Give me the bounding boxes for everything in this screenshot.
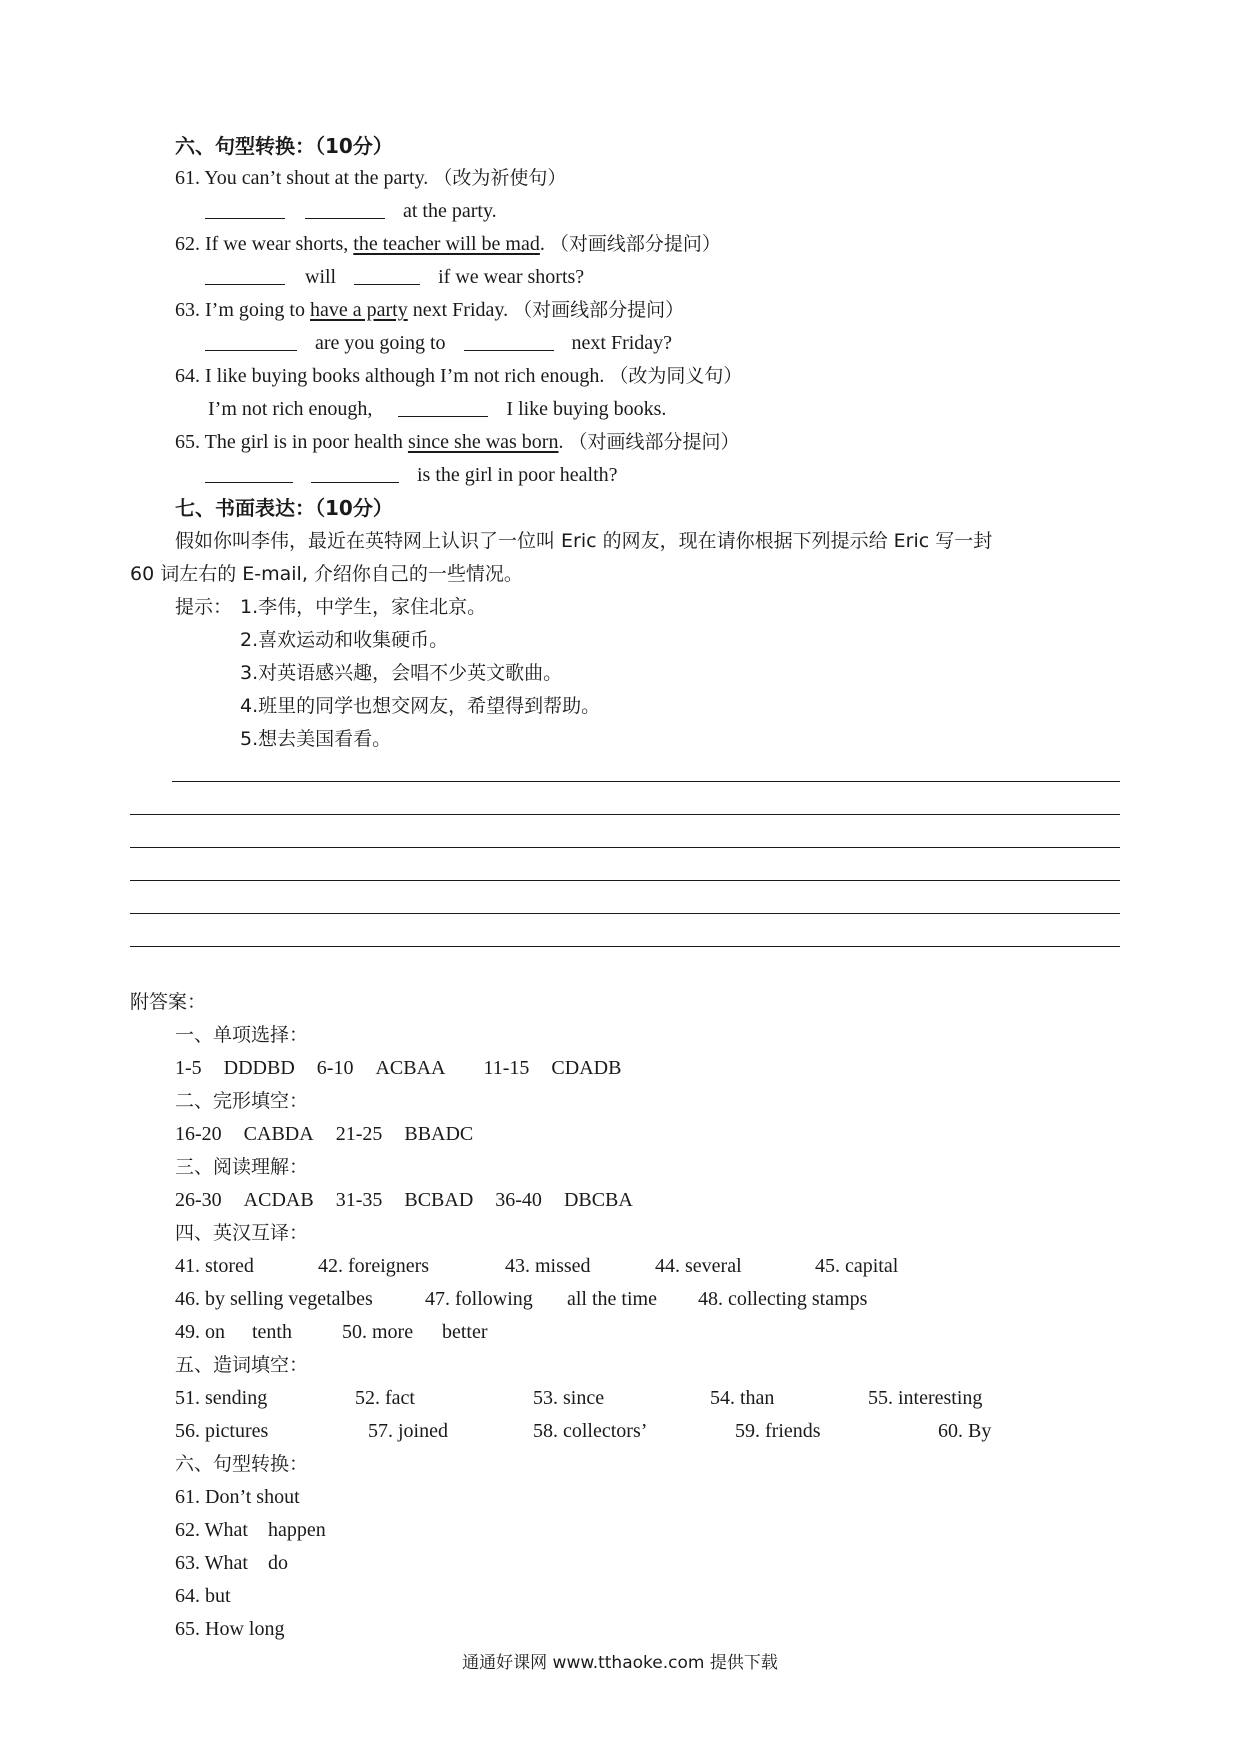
q62-answer-line (205, 264, 584, 290)
answer-item: 57. joined (368, 1420, 448, 1442)
answers-s6-title: 六、句型转换： (175, 1453, 309, 1475)
q61-tail: at the party. (403, 200, 497, 222)
answer-item: 42. foreigners (318, 1255, 430, 1277)
q61-text: 61. You can’t shout at the party. (175, 167, 429, 189)
answers-s1-title: 一、单项选择： (175, 1024, 309, 1046)
answer-range: 11-15 (483, 1057, 530, 1079)
hint-3: 3.对英语感兴趣，会唱不少英文歌曲。 (240, 662, 563, 684)
answer-item: 51. sending (175, 1387, 268, 1409)
answers-s4-title: 四、英汉互译： (175, 1222, 309, 1244)
question-65 (175, 429, 739, 455)
q64-blank-1[interactable] (398, 396, 488, 417)
answer-item: 55. interesting (868, 1387, 983, 1409)
q62-blank-1[interactable] (205, 264, 285, 285)
answer-item: 50. more (342, 1321, 414, 1343)
answer-range: 36-40 (495, 1189, 542, 1211)
answer-item: 46. by selling vegetalbes (175, 1288, 373, 1310)
answer-range: 31-35 (335, 1189, 383, 1211)
answer-range: 1-5 (175, 1057, 202, 1079)
q61-blank-1[interactable] (205, 198, 285, 219)
answer-item: better (442, 1321, 488, 1343)
q63-note: （对画线部分提问） (513, 299, 685, 321)
answer-letters: BCBAD (404, 1189, 474, 1211)
question-64 (175, 363, 742, 389)
answer-item: tenth (252, 1321, 292, 1343)
answer-item: 48. collecting stamps (698, 1288, 868, 1310)
answer-item: 54. than (710, 1387, 775, 1409)
q63-underlined: have a party (310, 299, 408, 321)
answer-range: 6-10 (316, 1057, 354, 1079)
q64-pre: I’m not rich enough, (208, 398, 373, 420)
answer-item: 64. but (175, 1585, 231, 1607)
q63-pre: 63. I’m going to (175, 299, 305, 321)
answer-item (175, 1517, 326, 1543)
writing-line[interactable] (130, 913, 1120, 914)
q65-underlined: since she was born (407, 431, 559, 453)
answer-item (175, 1550, 288, 1576)
q61-blank-2[interactable] (305, 198, 385, 219)
answer-word: happen (267, 1519, 326, 1541)
q63-tail: next Friday? (571, 332, 673, 354)
answer-item: 45. capital (815, 1255, 899, 1277)
answer-letters: CABDA (243, 1123, 314, 1145)
answers-s5-title: 五、造词填空： (175, 1354, 309, 1376)
answer-word: do (267, 1552, 288, 1574)
answer-item: 58. collectors’ (533, 1420, 648, 1442)
answer-item: 60. By (938, 1420, 992, 1442)
answer-item: 59. friends (735, 1420, 821, 1442)
answer-letters: ACDAB (243, 1189, 314, 1211)
writing-line[interactable] (130, 880, 1120, 881)
answer-letters: DDDBD (223, 1057, 295, 1079)
q63-answer-line (205, 330, 672, 356)
answer-letters: BBADC (404, 1123, 474, 1145)
q62-mid: will (305, 266, 337, 288)
q61-answer-line (205, 198, 497, 224)
question-61 (175, 165, 566, 191)
answer-item: 47. following (425, 1288, 533, 1310)
q64-text: 64. I like buying books although I’m not rich enough. (175, 365, 605, 387)
page-footer: 通通好课网 www.tthaoke.com 提供下载 (462, 1653, 778, 1673)
answer-item: 41. stored (175, 1255, 254, 1277)
q65-note: （对画线部分提问） (568, 431, 740, 453)
answer-letters: CDADB (551, 1057, 622, 1079)
q64-tail: I like buying books. (506, 398, 667, 420)
answer-letters: ACBAA (375, 1057, 446, 1079)
answer-item: 56. pictures (175, 1420, 269, 1442)
q65-pre: 65. The girl is in poor health (175, 431, 403, 453)
answer-range: 26-30 (175, 1189, 222, 1211)
q63-post: next Friday. (412, 299, 509, 321)
answer-item: 49. on (175, 1321, 225, 1343)
answers-s1-row (175, 1055, 621, 1081)
answer-range: 16-20 (175, 1123, 222, 1145)
q65-answer-line (205, 462, 618, 488)
answer-item: 52. fact (355, 1387, 415, 1409)
hint-5: 5.想去美国看看。 (240, 728, 392, 750)
writing-line[interactable] (130, 847, 1120, 848)
answer-item: 43. missed (505, 1255, 591, 1277)
q65-blank-1[interactable] (205, 462, 293, 483)
hint-4: 4.班里的同学也想交网友，希望得到帮助。 (240, 695, 601, 717)
answer-item: 44. several (655, 1255, 742, 1277)
answer-word: 63. What (175, 1552, 248, 1574)
answers-s2-row (175, 1121, 473, 1147)
answer-word: 62. What (175, 1519, 248, 1541)
answer-range: 21-25 (335, 1123, 383, 1145)
answers-s3-row (175, 1187, 633, 1213)
hint-2: 2.喜欢运动和收集硬币。 (240, 629, 449, 651)
q65-tail: is the girl in poor health? (417, 464, 618, 486)
q62-note: （对画线部分提问） (549, 233, 721, 255)
q65-blank-2[interactable] (311, 462, 399, 483)
hint-1: 1.李伟，中学生，家住北京。 (240, 596, 487, 618)
answers-s3-title: 三、阅读理解： (175, 1156, 309, 1178)
section6-title: 六、句型转换：（10分） (175, 134, 393, 158)
writing-prompt-line-1: 假如你叫李伟，最近在英特网上认识了一位叫 Eric 的网友，现在请你根据下列提示给 Eric 写一封 (175, 530, 993, 552)
q62-blank-2[interactable] (354, 264, 420, 285)
q62-pre: 62. If we wear shorts, (175, 233, 349, 255)
writing-line[interactable] (130, 946, 1120, 947)
section7-title: 七、书面表达：（10分） (175, 496, 393, 520)
q62-post: . (539, 233, 545, 255)
q62-underlined: the teacher will be mad (353, 233, 540, 255)
answer-letters: DBCBA (563, 1189, 633, 1211)
q62-tail: if we wear shorts? (438, 266, 585, 288)
question-62 (175, 231, 721, 257)
question-63 (175, 297, 684, 323)
q61-note: （改为祈使句） (433, 167, 567, 189)
q64-note: （改为同义句） (609, 365, 743, 387)
hint-label: 提示： (175, 596, 233, 618)
q64-answer-line (208, 396, 666, 422)
q65-post: . (558, 431, 564, 453)
answers-title: 附答案： (130, 991, 207, 1013)
answer-item: 53. since (533, 1387, 605, 1409)
answer-item: all the time (567, 1288, 657, 1310)
answer-item: 65. How long (175, 1618, 285, 1640)
q63-blank-1[interactable] (205, 330, 297, 351)
answer-item: 61. Don’t shout (175, 1486, 300, 1508)
answers-s2-title: 二、完形填空： (175, 1090, 309, 1112)
writing-prompt-line-2: 60 词左右的 E-mail, 介绍你自己的一些情况。 (130, 563, 523, 585)
writing-line[interactable] (172, 781, 1120, 782)
q63-mid: are you going to (315, 332, 446, 354)
writing-line[interactable] (130, 814, 1120, 815)
q63-blank-2[interactable] (464, 330, 554, 351)
